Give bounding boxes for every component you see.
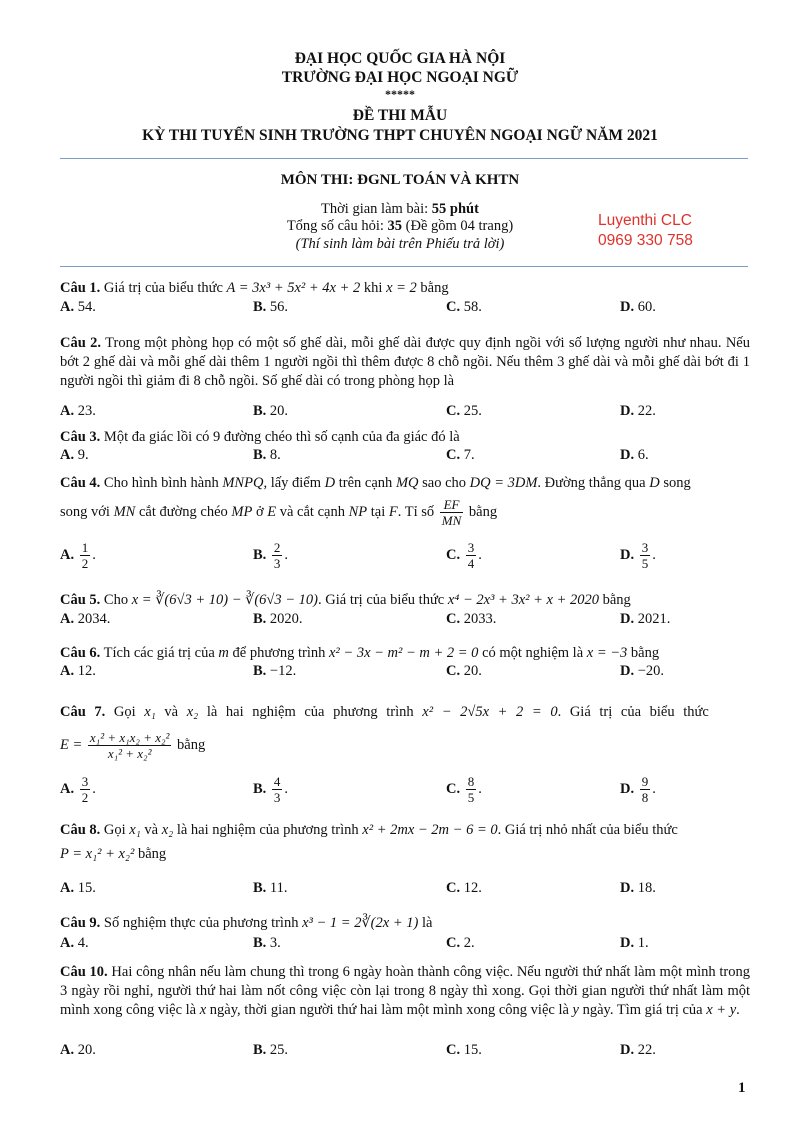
option-b[interactable]: B. 20. [253,403,289,419]
school-name: TRƯỜNG ĐẠI HỌC NGOẠI NGỮ [281,69,519,86]
question-4-line-2: song với MN cắt đường chéo MP ở E và cắt cạnh NP tại F. Tỉ số $\frac{EF}{MN}$ bằng [60,497,498,528]
math-expression: A = 3x³ + 5x² + 4x + 2 [226,280,361,296]
option-b[interactable]: B. 3. [253,935,281,951]
question-7-line-1: Câu 7. Gọi x₁ và x₂ là hai nghiệm của phương trình x² − 2√5x + 2 = 0. Giá trị của biểu thức [60,704,709,720]
option-d[interactable]: D. 22. [620,403,656,419]
math-expression: P = x₁² + x₂² [60,846,135,862]
option-c[interactable]: C. 20. [446,663,482,679]
question-label: Câu 8. [60,822,101,838]
option-c[interactable]: C. 58. [446,299,482,315]
ratio-fraction: $\frac{EF}{MN}$ [441,497,462,528]
question-6: Câu 6. Tích các giá trị của m để phương trình x² − 3x − m² − m + 2 = 0 có một nghiệm là x = −3 bằng [60,645,660,661]
options-2 [60,403,750,425]
option-c[interactable]: C. 25. [446,403,482,419]
question-4-line-1: Câu 4. Cho hình bình hành MNPQ, lấy điểm D trên cạnh MQ sao cho DQ = 3DM. Đường thẳng qua D song [60,475,691,491]
option-a[interactable]: A. 23. [60,403,96,419]
question-label: Câu 4. [60,475,101,491]
question-label: Câu 9. [60,915,101,931]
stars-divider: ***** [385,87,415,101]
option-d[interactable]: D. 6. [620,447,649,463]
question-3 [60,428,750,447]
math-expression: x² + 2mx − 2m − 6 = 0 [362,822,498,838]
header-divider [60,158,748,159]
option-d[interactable]: D. −20. [620,663,665,679]
count-value: 35 [387,218,403,234]
question-text: Trong một phòng họp có một số ghế dài, mỗi ghế dài được quy định ngồi với số lượng người như nhau. Nếu bớt 2 ghế dài và mỗi ghế dài thêm 1 người ngồi thì thêm được 8 chỗ ngồi. Nếu thêm 3 ghế dài và mỗi ghế dài bớt đi 1 người ngồi thì giảm đi 8 chỗ ngồi. Số ghế dài có trong phòng họp là [60,335,750,389]
option-d[interactable]: D. 1. [620,935,649,951]
option-d[interactable]: D. 22. [620,1042,656,1058]
options-7 [60,774,750,810]
option-c[interactable]: C. 7. [446,447,475,463]
options-10 [60,1042,750,1064]
options-4 [60,540,750,576]
question-text: bằng [420,280,449,296]
option-d[interactable]: D. 2021. [620,611,671,627]
option-b[interactable]: B. 11. [253,880,288,896]
question-label: Câu 10. [60,964,108,980]
watermark-name: Luyenthi CLC [598,212,692,229]
option-a[interactable]: A. 12. [60,663,96,679]
option-b[interactable]: B. 2020. [253,611,303,627]
expression-fraction: $\frac{\text{x₁² + x₁x₂ + x₂²}}{\text{x₁² + x₂²}}$ [89,730,170,762]
math-expression: x² − 3x − m² − m + 2 = 0 [329,645,479,661]
option-c[interactable]: C. 2033. [446,611,497,627]
option-a[interactable]: A. $\frac{1}{2}$ . [60,540,96,571]
options-8 [60,880,750,902]
question-text: khi [363,280,383,296]
header-divider-2 [60,266,748,267]
page-number: 1 [738,1080,746,1096]
question-2 [60,334,750,391]
question-10: Câu 10. Hai công nhân nếu làm chung thì trong 6 ngày hoàn thành công việc. Nếu người thứ nhất làm một mình trong 3 ngày rồi nghỉ, người thứ hai làm nốt công việc còn lại trong 8 ngày thì xong. Gọi thời gian người thứ nhất làm một mình xong công việc là x ngày, thời gian người thứ hai làm một mình xong công việc là y ngày. Tìm giá trị của x + y. [60,964,751,1018]
math-expression: x + y [706,1002,737,1018]
question-8-line-1: Câu 8. Gọi x₁ và x₂ là hai nghiệm của phương trình x² + 2mx − 2m − 6 = 0. Giá trị nhỏ nhất của biểu thức [60,822,678,838]
question-label: Câu 2. [60,335,102,351]
option-b[interactable]: B. −12. [253,663,297,679]
subject-line: MÔN THI: ĐGNL TOÁN VÀ KHTN [280,172,520,188]
question-label: Câu 1. [60,280,101,296]
option-c[interactable]: C. 12. [446,880,482,896]
option-b[interactable]: B. 56. [253,299,289,315]
math-expression: x² − 2√5x + 2 = 0 [422,704,558,720]
question-1 [60,279,750,298]
options-6 [60,663,750,685]
question-9: Câu 9. Số nghiệm thực của phương trình x³ − 1 = 2∛(2x + 1) là [60,915,433,931]
option-a[interactable]: A. 20. [60,1042,96,1058]
question-label: Câu 5. [60,592,101,608]
math-expression: x = −3 [586,645,628,661]
answer-note: (Thí sinh làm bài trên Phiếu trả lời) [295,236,505,252]
exam-type: ĐỀ THI MẪU [352,107,448,124]
option-b[interactable]: B. 25. [253,1042,289,1058]
question-7-line-2: E = $\frac{\text{x₁² + x₁x₂ + x₂²}}{\text{x₁² + x₂²}}$ bằng [60,730,206,762]
question-label: Câu 6. [60,645,101,661]
question-text: Giá trị của biểu thức [103,280,223,296]
time-value: 55 phút [431,201,479,217]
option-b[interactable]: B. $\frac{4}{3}$ . [253,774,289,805]
math-expression: x³ − 1 = 2∛(2x + 1) [302,915,419,931]
option-c[interactable]: C. $\frac{8}{5}$ . [446,774,482,805]
option-a[interactable]: A. $\frac{3}{2}$ . [60,774,96,805]
options-9 [60,935,750,957]
option-a[interactable]: A. 54. [60,299,96,315]
watermark-phone: 0969 330 758 [598,232,693,249]
question-5: Câu 5. Cho x = ∛(6√3 + 10) − ∛(6√3 − 10). Giá trị của biểu thức x⁴ − 2x³ + 3x² + x + 2020 bằng [60,592,631,608]
options-3 [60,447,750,469]
option-d[interactable]: D. 18. [620,880,656,896]
math-expression: x = ∛(6√3 + 10) − ∛(6√3 − 10) [131,592,319,608]
university-name: ĐẠI HỌC QUỐC GIA HÀ NỘI [294,50,506,67]
option-a[interactable]: A. 4. [60,935,89,951]
count-label: Tổng số câu hỏi: [286,218,388,234]
exam-title: KỲ THI TUYỂN SINH TRƯỜNG THPT CHUYÊN NGOẠI NGỮ NĂM 2021 [142,127,658,144]
question-label: Câu 3. [60,429,101,445]
option-a[interactable]: A. 2034. [60,611,111,627]
options-1 [60,299,750,321]
option-a[interactable]: A. 9. [60,447,89,463]
option-c[interactable]: C. 15. [446,1042,482,1058]
question-label: Câu 7. [60,704,106,720]
time-label: Thời gian làm bài: [321,201,432,217]
option-b[interactable]: B. 8. [253,447,281,463]
option-b[interactable]: B. $\frac{2}{3}$ . [253,540,289,571]
option-c[interactable]: C. 2. [446,935,475,951]
question-text: Một đa giác lồi có 9 đường chéo thì số cạnh của đa giác đó là [103,429,460,445]
option-c[interactable]: C. $\frac{3}{4}$ . [446,540,482,571]
count-note: (Đề gồm 04 trang) [402,218,514,234]
math-expression: DQ = 3DM [469,475,538,491]
math-expression: x⁴ − 2x³ + 3x² + x + 2020 [447,592,599,608]
option-d[interactable]: D. $\frac{9}{8}$ . [620,774,656,805]
option-a[interactable]: A. 15. [60,880,96,896]
options-5 [60,611,750,633]
math-expression: x = 2 [386,280,417,296]
option-d[interactable]: D. 60. [620,299,656,315]
question-8-line-2: P = x₁² + x₂² bằng [60,846,167,862]
option-d[interactable]: D. $\frac{3}{5}$ . [620,540,656,571]
